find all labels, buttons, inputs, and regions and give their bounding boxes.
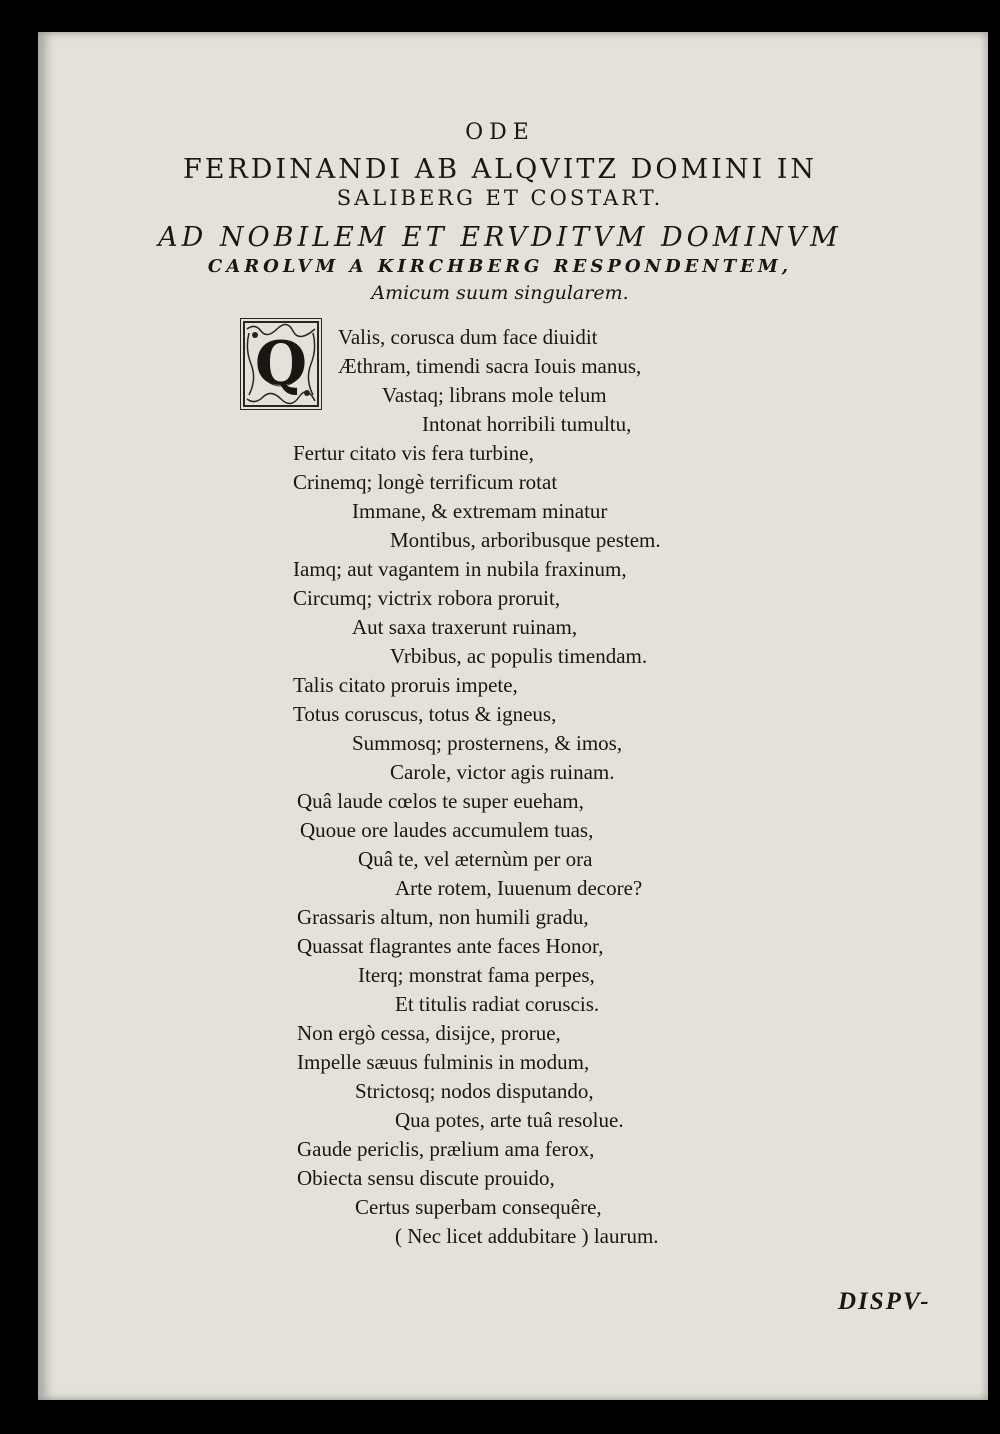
poem-line: Gaude periclis, prælium ama ferox,: [297, 1137, 595, 1161]
poem-line: Circumq; victrix robora proruit,: [293, 586, 561, 610]
poem-line: Vrbibus, ac populis timendam.: [390, 644, 648, 668]
catchword: DISPV-: [838, 1288, 931, 1315]
poem-line: Valis, corusca dum face diuidit: [338, 325, 598, 349]
poem-line: Fertur citato vis fera turbine,: [293, 441, 534, 465]
poem-line: Impelle sæuus fulminis in modum,: [297, 1050, 590, 1074]
dedication-line-2: CAROLVM A KIRCHBERG RESPONDENTEM,: [207, 256, 793, 277]
poem-line: Quoue ore laudes accumulem tuas,: [300, 818, 594, 842]
poem-line: Carole, victor agis ruinam.: [390, 760, 615, 784]
poem-line: Iamq; aut vagantem in nubila fraxinum,: [293, 557, 627, 581]
dedication-line-1: AD NOBILEM ET ERVDITVM DOMINVM: [158, 222, 842, 253]
poem-line: Non ergò cessa, disijce, prorue,: [297, 1021, 561, 1045]
poem-line: Grassaris altum, non humili gradu,: [297, 905, 589, 929]
poem-line: Crinemq; longè terrificum rotat: [293, 470, 558, 494]
poem-line: Quassat flagrantes ante faces Honor,: [297, 934, 604, 958]
poem-line: Aut saxa traxerunt ruinam,: [352, 615, 578, 639]
poem-line: Arte rotem, Iuuenum decore?: [395, 876, 643, 900]
poem-line: Qua potes, arte tuâ resolue.: [395, 1108, 624, 1132]
dedication-line-3: Amicum suum singularem.: [371, 282, 629, 304]
poem-line: ( Nec licet addubitare ) laurum.: [395, 1224, 659, 1248]
poem-line: Et titulis radiat coruscis.: [395, 992, 600, 1016]
poem-line: Vastaq; librans mole telum: [382, 383, 607, 407]
poem-line: Æthram, timendi sacra Iouis manus,: [338, 354, 642, 378]
poem-line: Quâ laude cœlos te super eueham,: [297, 789, 584, 813]
bleed-through-text: [42, 420, 70, 1220]
author-line-2: SALIBERG ET COSTART.: [336, 186, 664, 210]
poem-line: Montibus, arboribusque pestem.: [390, 528, 661, 552]
poem-line: Intonat horribili tumultu,: [422, 412, 632, 436]
poem-line: Immane, & extremam minatur: [352, 499, 608, 523]
decorated-initial: [240, 318, 322, 410]
poem-line: Talis citato proruis impete,: [293, 673, 518, 697]
poem-line: Summosq; prosternens, & imos,: [352, 731, 623, 755]
poem-line: Totus coruscus, totus & igneus,: [293, 702, 557, 726]
poem-line: Iterq; monstrat fama perpes,: [358, 963, 595, 987]
poem-line: Obiecta sensu discute prouido,: [297, 1166, 555, 1190]
poem-line: Quâ te, vel æternùm per ora: [358, 847, 593, 871]
poem-line: Strictosq; nodos disputando,: [355, 1079, 594, 1103]
author-line-1: FERDINANDI AB ALQVITZ DOMINI IN: [183, 154, 817, 185]
ode-heading: ODE: [465, 120, 535, 145]
poem-line: Certus superbam consequêre,: [355, 1195, 602, 1219]
initial-letter: Q: [254, 329, 308, 399]
